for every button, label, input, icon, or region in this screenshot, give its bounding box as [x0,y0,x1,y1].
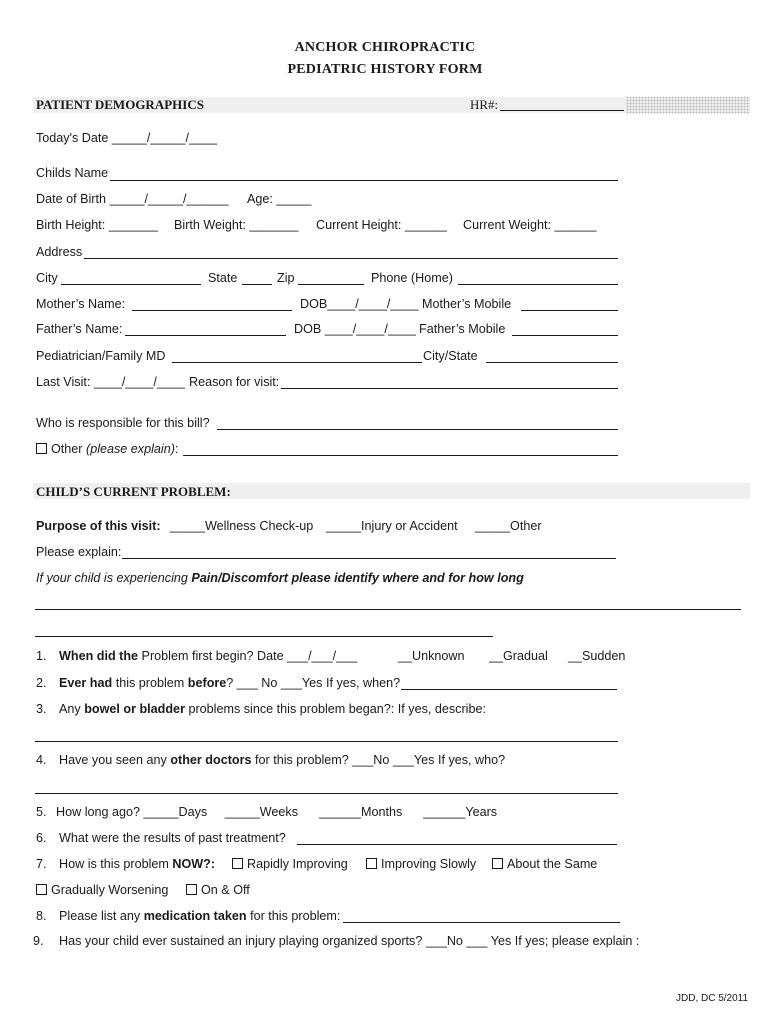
birth-weight-field[interactable]: Birth Weight: _______ [174,218,299,232]
phone-home-label: Phone (Home) [371,271,453,285]
q2-number: 2. [36,676,47,690]
q3-pre: Any [59,702,85,716]
form-title-practice: ANCHOR CHIROPRACTIC [294,40,476,55]
pain-bold: Pain/Discomfort please identify where and for how long [191,571,524,585]
pain-line-1[interactable] [35,609,741,610]
q2-mid: this problem [112,676,188,690]
please-explain-field[interactable] [122,558,616,559]
pain-instructions [36,571,524,585]
mothers-name-label: Mother’s Name: [36,297,126,311]
zip-field[interactable] [298,284,364,285]
mothers-name-field[interactable] [132,310,292,311]
hr-field[interactable] [500,110,624,111]
fathers-mobile-label: Father’s Mobile [419,322,506,336]
demographics-heading: PATIENT DEMOGRAPHICS [36,97,204,112]
pediatrician-label: Pediatrician/Family MD [36,349,166,363]
form-title: PEDIATRIC HISTORY FORM [287,62,483,77]
birth-height-field[interactable]: Birth Height: _______ [36,218,158,232]
responsible-label: Who is responsible for this bill? [36,416,210,430]
fathers-mobile-field[interactable] [512,335,618,336]
improving-slowly-checkbox[interactable] [366,858,377,869]
q7-option-improving-slowly[interactable] [366,857,476,871]
phone-home-field[interactable] [458,284,618,285]
q1-bold: When did the [59,649,139,663]
address-field[interactable] [84,258,618,259]
q4-text[interactable] [59,753,505,767]
todays-date-field[interactable]: Today's Date _____/_____/____ [36,131,217,145]
q2-text[interactable] [59,676,400,690]
q1-number: 1. [36,649,47,663]
gradually-worsening-label: Gradually Worsening [51,883,169,897]
city-state-label: City/State [423,349,478,363]
date-of-birth-field[interactable]: Date of Birth _____/_____/______ [36,192,229,206]
purpose-label: Purpose of this visit: [36,519,161,533]
gradually-worsening-checkbox[interactable] [36,884,47,895]
q3-number: 3. [36,702,47,716]
q3-describe-field[interactable] [35,741,618,742]
current-weight-field[interactable]: Current Weight: ______ [463,218,597,232]
age-field[interactable]: Age: _____ [247,192,312,206]
q8-number: 8. [36,909,47,923]
q4-bold: other doctors [170,753,252,767]
childs-name-label: Childs Name [36,166,109,180]
city-field[interactable] [61,284,201,285]
other-label: Other [51,442,83,456]
pain-prefix: If your child is experiencing [36,571,192,585]
footer-code: JDD, DC 5/2011 [676,993,749,1004]
on-off-label: On & Off [201,883,250,897]
injury-option[interactable]: _____Injury or Accident [326,519,458,533]
improving-slowly-label: Improving Slowly [381,857,477,871]
other-checkbox[interactable] [36,443,47,454]
rapidly-improving-label: Rapidly Improving [247,857,348,871]
childs-name-field[interactable] [110,180,618,181]
q1-sudden[interactable]: __Sudden [568,649,626,663]
q1-gradual[interactable]: __Gradual [489,649,548,663]
current-problem-heading: CHILD’S CURRENT PROBLEM: [36,484,231,499]
q6-results-field[interactable] [297,844,617,845]
q2-bold2: before [187,676,227,690]
pediatrician-field[interactable] [172,362,422,363]
other-colon: : [174,442,179,456]
q6-text: What were the results of past treatment? [59,831,286,845]
q3-text [59,702,486,716]
responsible-field[interactable] [217,429,618,430]
reason-for-visit-label: Reason for visit: [189,375,280,389]
q7-pre: How is this problem [59,857,173,871]
q7-option-about-same[interactable] [492,857,597,871]
q7-option-rapidly-improving[interactable] [232,857,348,871]
q8-bold: medication taken [143,909,247,923]
q1-text[interactable] [59,649,357,663]
fathers-name-label: Father’s Name: [36,322,123,336]
q7-bold: NOW?: [172,857,216,871]
q6-number: 6. [36,831,47,845]
current-height-field[interactable]: Current Height: ______ [316,218,447,232]
q7-number: 7. [36,857,47,871]
q2-when-field[interactable] [401,689,617,690]
hr-label: HR#: [470,97,499,112]
rapidly-improving-checkbox[interactable] [232,858,243,869]
father-dob-field[interactable]: DOB ____/____/____ [294,322,416,336]
q3-bold: bowel or bladder [84,702,185,716]
address-label: Address [36,245,83,259]
q9-number: 9. [33,934,44,948]
other-option[interactable]: _____Other [475,519,542,533]
about-same-label: About the Same [507,857,598,871]
q2-rest: ? ___ No ___Yes If yes, when? [226,676,401,690]
band-pattern [626,96,750,114]
reason-for-visit-field[interactable] [281,388,618,389]
q8-medication-field[interactable] [343,922,620,923]
q4-who-field[interactable] [35,793,618,794]
zip-label: Zip [277,271,295,285]
last-visit-field[interactable]: Last Visit: ____/____/____ [36,375,185,389]
wellness-option[interactable]: _____Wellness Check-up [170,519,314,533]
fathers-name-field[interactable] [125,335,286,336]
other-explain-field[interactable] [183,455,618,456]
pain-line-2[interactable] [35,636,493,637]
q5-text[interactable]: How long ago? _____Days _____Weeks ______Months ______Years [56,805,498,819]
mothers-mobile-label: Mother’s Mobile [422,297,512,311]
city-label: City [36,271,58,285]
please-explain-label: Please explain: [36,545,122,559]
mothers-mobile-field[interactable] [521,310,618,311]
q8-pre: Please list any [59,909,144,923]
state-field[interactable] [242,284,272,285]
q9-text[interactable]: Has your child ever sustained an injury playing organized sports? ___No ___ Yes If yes; please explain : [59,934,640,948]
mother-dob-field[interactable]: DOB____/____/____ [300,297,419,311]
q1-rest: Problem first begin? Date ___/___/___ [138,649,358,663]
q4-number: 4. [36,753,47,767]
city-state-field[interactable] [486,362,618,363]
other-row [36,442,178,456]
q3-rest: problems since this problem began?: If yes, describe: [184,702,486,716]
q7-option-gradually-worsening[interactable] [36,883,168,897]
state-label: State [208,271,238,285]
q1-unknown[interactable]: __Unknown [398,649,465,663]
q5-number: 5. [36,805,47,819]
other-explain-hint: (please explain) [86,442,175,456]
q2-bold1: Ever had [59,676,113,690]
q8-rest: for this problem: [246,909,341,923]
q8-text [59,909,340,923]
q4-pre: Have you seen any [59,753,171,767]
about-same-checkbox[interactable] [492,858,503,869]
q7-text [59,857,215,871]
on-off-checkbox[interactable] [186,884,197,895]
q7-option-on-off[interactable] [186,883,250,897]
q4-rest: for this problem? ___No ___Yes If yes, who? [251,753,506,767]
